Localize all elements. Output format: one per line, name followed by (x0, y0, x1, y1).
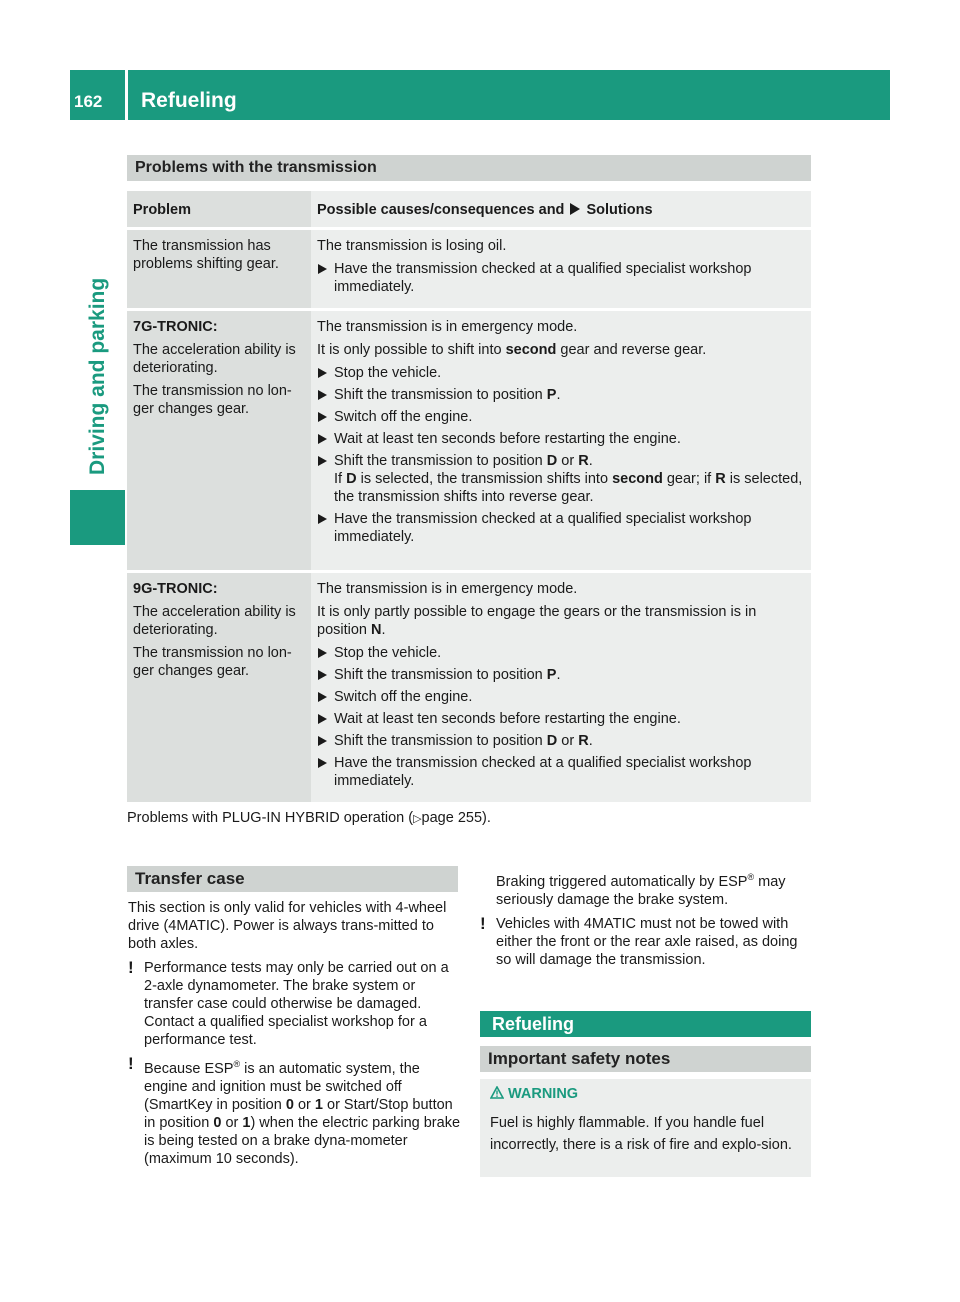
arrow-icon (318, 736, 327, 746)
table-row (127, 230, 811, 308)
solution-cell: The transmission is in emergency mode. It is only possible to shift into second gear and reverse gear. Stop the vehicle. Shift the transmission to position P. Switch off the engine. Wait at least ten seconds before restarting the engine. Shift the transmission to position D or R. If D is selected, the transmission shifts into second gear; if R is selected, the transmission shifts into reverse gear. Have the transmission checked at a qualified specialist workshop immediately. (311, 311, 811, 570)
arrow-icon (318, 514, 327, 524)
step-item: Stop the vehicle. (317, 644, 805, 662)
transmission-table (127, 188, 811, 805)
table-row (127, 573, 811, 802)
exclamation-icon: ! (480, 913, 486, 933)
col-problem: Problem (127, 191, 311, 227)
exclamation-icon: ! (128, 1054, 134, 1073)
arrow-icon (318, 368, 327, 378)
arrow-icon (318, 456, 327, 466)
step-item: Stop the vehicle. (317, 364, 805, 382)
step-item: Shift the transmission to position P. (317, 386, 805, 404)
refueling-title: Refueling (480, 1011, 811, 1037)
exclamation-icon: ! (128, 958, 134, 977)
arrow-icon (318, 670, 327, 680)
step-item: Shift the transmission to position P. (317, 666, 805, 684)
page-number: 162 (74, 92, 103, 111)
step-item: Switch off the engine. (317, 408, 805, 426)
plugin-hybrid-reference: Problems with PLUG-IN HYBRID operation (▷page 255). (127, 810, 491, 826)
arrow-icon (318, 434, 327, 444)
page-ref-arrow-icon: ▷ (413, 813, 422, 825)
caution-note: ! Vehicles with 4MATIC must not be towed with either the front or the rear axle raised, as doing so will damage the transmission. (480, 913, 798, 968)
step-item: Shift the transmission to position D or R. (317, 732, 805, 750)
arrow-icon (570, 203, 580, 215)
warning-box (480, 1079, 811, 1177)
solution-cell: The transmission is losing oil. Have the transmission checked at a qualified specialist workshop immediately. (311, 230, 811, 308)
arrow-icon (318, 648, 327, 658)
problem-cell: 9G-TRONIC: The acceleration ability is deteriorating. The transmission no lon-ger changes gear. (127, 573, 311, 802)
table-header-row (127, 191, 811, 227)
solution-cell: The transmission is in emergency mode. It is only partly possible to engage the gears or the transmission is in position N. Stop the vehicle. Shift the transmission to position P. Switch off the engine. Wait at least ten seconds before restarting the engine. Shift the transmission to position D or R. Have the transmission checked at a qualified specialist workshop immediately. (311, 573, 811, 802)
arrow-icon (318, 714, 327, 724)
page-link[interactable]: page 255). (421, 810, 491, 826)
caution-note: ! Performance tests may only be carried out on a 2-axle dynamometer. The brake system or transfer case could otherwise be damaged. Contact a qualified specialist workshop for a performance test. (128, 958, 449, 1048)
problem-cell: 7G-TRONIC: The acceleration ability is deteriorating. The transmission no lon-ger changes gear. (127, 311, 311, 570)
warning-text: Fuel is highly flammable. If you handle fuel incorrectly, there is a risk of fire and explo-sion. (490, 1115, 792, 1153)
arrow-icon (318, 264, 327, 274)
transfer-case-body: This section is only valid for vehicles with 4-wheel drive (4MATIC). Power is always trans-mitted to both axles. ! Performance tests may only be carried out on a 2-axle dynamometer. The brake system or transfer case could otherwise be damaged. Contact a qualified specialist workshop for a performance test. ! Because ESP® is an automatic system, the engine and ignition must be switched off (SmartKey in position 0 or 1 or Start/Stop button in position 0 or 1) when the electric parking brake is being tested on a brake dyna-mometer (maximum 10 seconds). (128, 900, 461, 1167)
step-item: Have the transmission checked at a qualified specialist workshop immediately. (317, 260, 805, 296)
table-row (127, 311, 811, 570)
header-separator (125, 70, 128, 120)
step-item: Have the transmission checked at a qualified specialist workshop immediately. (317, 510, 805, 546)
warning-header: WARNING (490, 1086, 578, 1102)
header-title: Refueling (141, 89, 237, 112)
arrow-icon (318, 412, 327, 422)
safety-notes-title: Important safety notes (480, 1046, 811, 1072)
warning-triangle-icon (490, 1086, 504, 1099)
side-tab-block (70, 490, 125, 545)
step-item: Wait at least ten seconds before restarting the engine. (317, 710, 805, 728)
side-tab-label: Driving and parking (86, 277, 109, 475)
step-item: Shift the transmission to position D or R. If D is selected, the transmission shifts into second gear; if R is selected, the transmission shifts into reverse gear. (317, 452, 805, 506)
step-item: Have the transmission checked at a qualified specialist workshop immediately. (317, 754, 805, 790)
transfer-case-continued: Braking triggered automatically by ESP® may seriously damage the brake system. ! Vehicles with 4MATIC must not be towed with either the front or the rear axle raised, as doing so will damage the transmission. (480, 868, 812, 969)
transfer-case-title: Transfer case (127, 866, 458, 892)
problem-cell: The transmission has problems shifting gear. (127, 230, 311, 308)
arrow-icon (318, 758, 327, 768)
arrow-icon (318, 692, 327, 702)
col-solutions: Possible causes/consequences and Solutions (311, 191, 811, 227)
arrow-icon (318, 390, 327, 400)
step-item: Switch off the engine. (317, 688, 805, 706)
transmission-title: Problems with the transmission (127, 155, 811, 181)
step-item: Wait at least ten seconds before restarting the engine. (317, 430, 805, 448)
caution-note: ! Because ESP® is an automatic system, the engine and ignition must be switched off (SmartKey in position 0 or 1 or Start/Stop button in position 0 or 1) when the electric parking brake is being tested on a brake dyna-mometer (maximum 10 seconds). (128, 1054, 461, 1167)
